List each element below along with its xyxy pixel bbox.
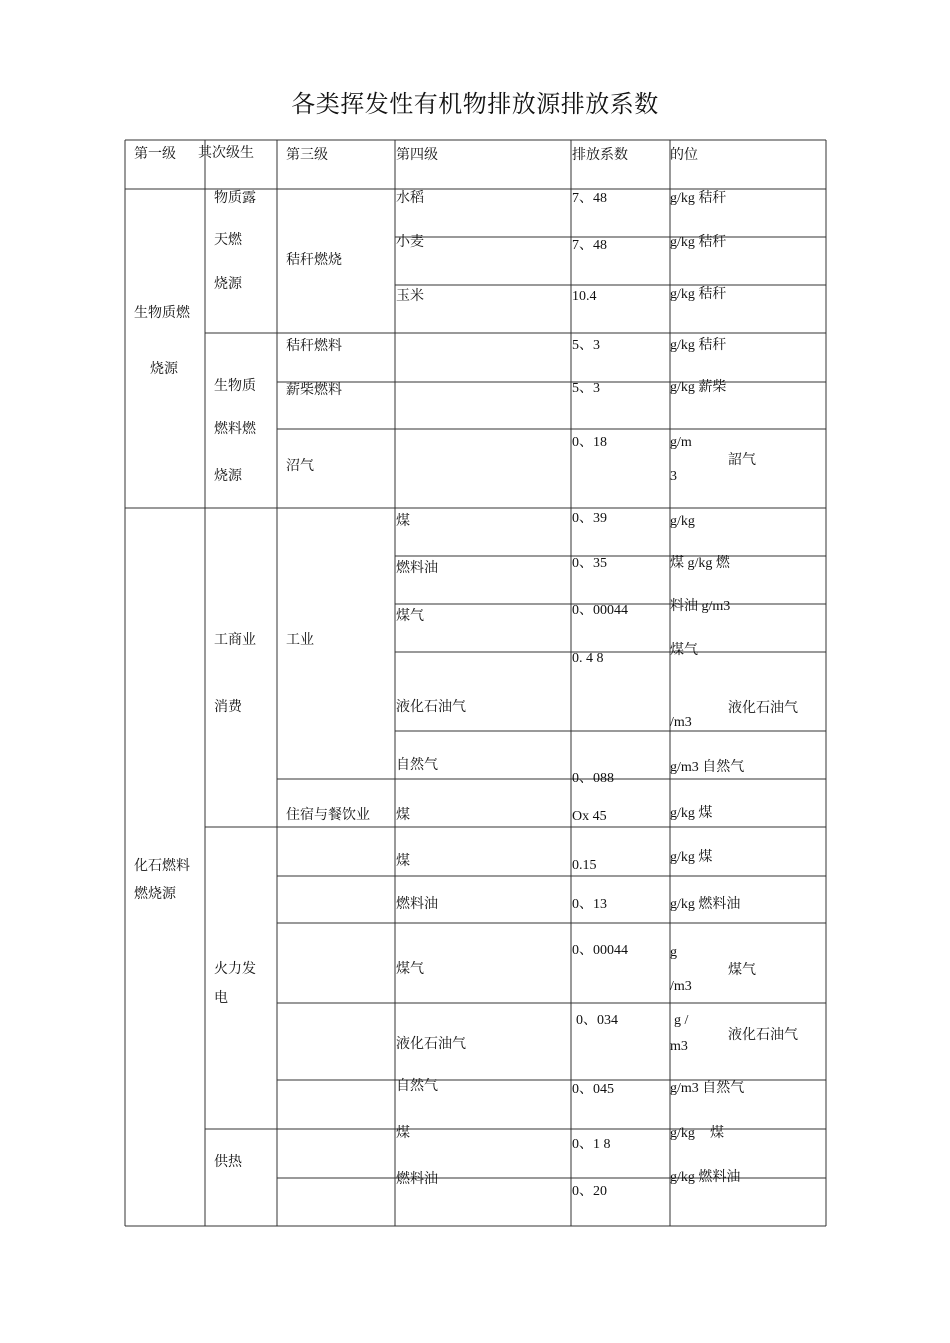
unit-power-lpg-line2: m3: [670, 1039, 688, 1054]
level1-biomass-line1: 生物质燃: [134, 305, 190, 321]
unit-heat-fuel-oil: g/kg 燃料油: [670, 1170, 741, 1185]
unit-firewood: g/kg 薪柴: [670, 380, 727, 395]
unit-power-lpg-label: 液化石油气: [728, 1027, 798, 1043]
level4-wheat: 小麦: [396, 234, 424, 250]
level4-ind-coal: 煤: [396, 513, 410, 529]
unit-power-coal-gas-line1: g: [670, 945, 677, 960]
level2-biomass-fuel-line1: 生物质: [214, 378, 256, 394]
level4-power-coal: 煤: [396, 853, 410, 869]
level2-commercial-line2: 消费: [214, 699, 242, 715]
unit-heat-coal: g/kg: [670, 1126, 695, 1141]
unit-straw-fuel: g/kg 秸秆: [670, 338, 727, 353]
level2-open-burning-line2: 天燃: [214, 232, 242, 248]
factor-power-lpg: 0、034: [576, 1013, 618, 1028]
level1-fossil-line2: 燃烧源: [134, 886, 176, 902]
level2-biomass-fuel-line3: 烧源: [214, 468, 242, 484]
level3-industry: 工业: [286, 632, 314, 648]
level1-fossil-line1: 化石燃料: [134, 858, 190, 874]
level3-straw-burning: 秸秆燃烧: [286, 252, 342, 268]
factor-ind-fuel-oil: 0、35: [572, 556, 607, 571]
level2-open-burning-line3: 烧源: [214, 276, 242, 292]
unit-ind-coal: g/kg: [670, 514, 695, 529]
factor-biogas: 0、18: [572, 435, 607, 450]
level4-power-fuel-oil: 燃料油: [396, 896, 438, 912]
level4-lodging-coal: 煤: [396, 807, 410, 823]
factor-corn: 10.4: [572, 289, 597, 304]
level2-thermal-power-line2: 电: [214, 990, 228, 1006]
factor-wheat: 7、48: [572, 238, 607, 253]
unit-power-lpg-line1: g /: [674, 1013, 689, 1028]
factor-ind-coal: 0、39: [572, 511, 607, 526]
unit-power-coal-gas-label: 煤气: [728, 962, 756, 978]
factor-power-natural-gas: 0、045: [572, 1082, 614, 1097]
level4-rice: 水稻: [396, 190, 424, 206]
unit-ind-lpg-label: 液化石油气: [728, 700, 798, 716]
level4-power-coal-gas: 煤气: [396, 961, 424, 977]
factor-heat-coal: 0、1 8: [572, 1137, 611, 1152]
level2-open-burning-line1: 物质露: [214, 190, 256, 206]
unit-ind-coal-gas: 料油 g/m3: [670, 599, 731, 614]
level4-power-lpg: 液化石油气: [396, 1036, 466, 1052]
unit-ind-natural-gas: g/m3 自然气: [670, 760, 745, 775]
factor-ind-coal-gas: 0、00044: [572, 603, 628, 618]
header-factor: 排放系数: [572, 147, 628, 163]
unit-power-natural-gas: g/m3 自然气: [670, 1081, 745, 1096]
unit-power-fuel-oil: g/kg 燃料油: [670, 897, 741, 912]
header-level2: 其次级生: [198, 145, 254, 161]
factor-firewood: 5、3: [572, 381, 600, 396]
level4-heat-coal: 煤: [396, 1125, 410, 1141]
factor-power-coal-gas: 0、00044: [572, 943, 628, 958]
factor-ind-natural-gas: 0、088: [572, 771, 614, 786]
unit-lodging-coal: g/kg 煤: [670, 806, 713, 821]
factor-power-fuel-oil: 0、13: [572, 897, 607, 912]
level4-heat-fuel-oil: 燃料油: [396, 1171, 438, 1187]
document-title: 各类挥发性有机物排放源排放系数: [291, 90, 659, 118]
header-unit: 的位: [670, 147, 698, 163]
level4-ind-lpg: 液化石油气: [396, 699, 466, 715]
level4-corn: 玉米: [396, 288, 424, 304]
unit-ind-lpg: /m3: [670, 715, 692, 730]
unit-power-coal: g/kg 煤: [670, 850, 713, 865]
header-level4: 第四级: [396, 147, 438, 163]
level3-lodging: 住宿与餐饮业: [286, 807, 370, 823]
header-level1: 第一级: [134, 146, 176, 162]
header-level3: 第三级: [286, 147, 328, 163]
factor-lodging-coal: Ox 45: [572, 809, 607, 824]
level3-firewood-fuel: 薪柴燃料: [286, 382, 342, 398]
factor-straw-fuel: 5、3: [572, 338, 600, 353]
level2-biomass-fuel-line2: 燃料燃: [214, 421, 256, 437]
level1-biomass-line2: 烧源: [150, 361, 178, 377]
level2-thermal-power-line1: 火力发: [214, 961, 256, 977]
level3-straw-fuel: 秸秆燃料: [286, 338, 342, 354]
factor-heat-fuel-oil: 0、20: [572, 1184, 607, 1199]
unit-biogas-label: 詔气: [728, 452, 756, 468]
level2-commercial-line1: 工商业: [214, 632, 256, 648]
factor-power-coal: 0.15: [572, 858, 597, 873]
unit-rice: g/kg 秸秆: [670, 191, 727, 206]
factor-rice: 7、48: [572, 191, 607, 206]
unit-ind-fuel-oil: 煤 g/kg 燃: [670, 556, 730, 571]
unit-ind-coal-gas-label: 煤气: [670, 642, 698, 658]
unit-biogas-line1: g/m: [670, 435, 692, 450]
factor-ind-lpg: 0. 4 8: [572, 651, 604, 666]
level2-heating: 供热: [214, 1154, 242, 1170]
level4-ind-natural-gas: 自然气: [396, 757, 438, 773]
level4-ind-coal-gas: 煤气: [396, 608, 424, 624]
unit-wheat: g/kg 秸秆: [670, 235, 727, 250]
level4-power-natural-gas: 自然气: [396, 1078, 438, 1094]
unit-biogas-line2: 3: [670, 469, 677, 484]
level4-ind-fuel-oil: 燃料油: [396, 560, 438, 576]
unit-power-coal-gas-line2: /m3: [670, 979, 692, 994]
unit-heat-coal-label: 煤: [710, 1125, 724, 1141]
unit-corn: g/kg 秸秆: [670, 287, 727, 302]
level3-biogas: 沼气: [286, 458, 314, 474]
